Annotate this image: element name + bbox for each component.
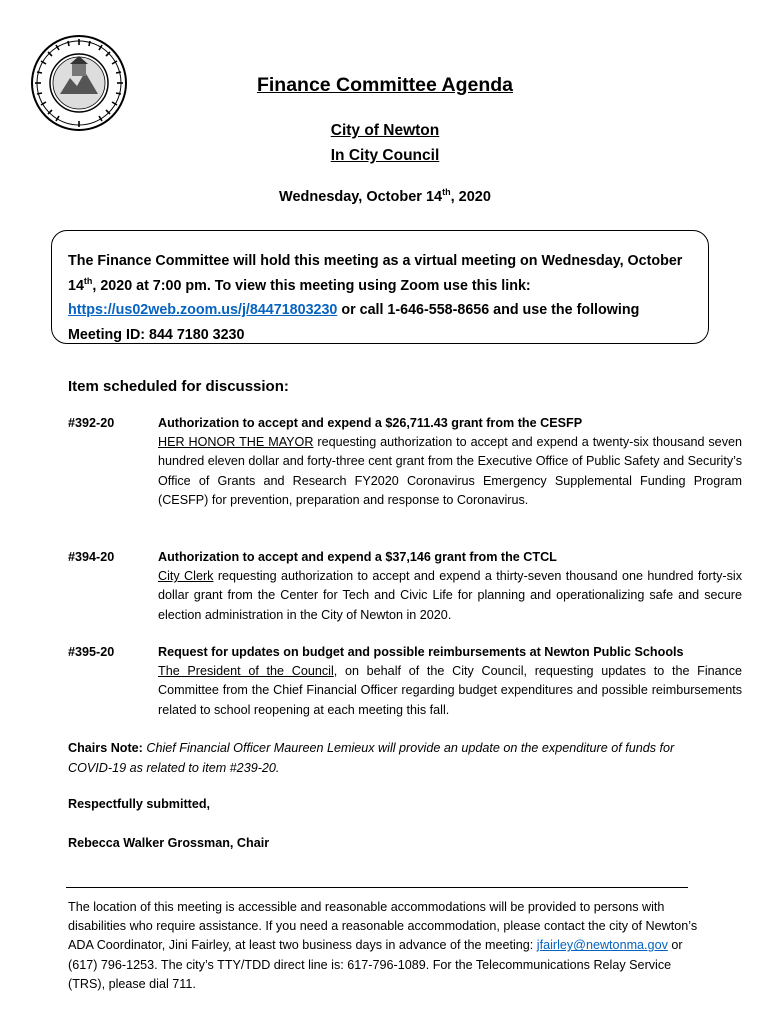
- chairs-note-text: Chief Financial Officer Maureen Lemieux will provide an update on the expenditure of funds for COVID-19 as related to item #239-20.: [68, 741, 675, 775]
- notice-text-3: or call 1-646-558-8656 and use the following Meeting ID: 844 7180 3230: [68, 302, 640, 343]
- zoom-link[interactable]: https://us02web.zoom.us/j/84471803230: [68, 302, 338, 318]
- chairs-note-label: Chairs Note:: [68, 741, 143, 755]
- chairs-note: [68, 739, 708, 778]
- council-name: In City Council: [330, 147, 440, 164]
- item-description: HER HONOR THE MAYOR requesting authorization to accept and expend a twenty-six thousand seven hundred eleven dollar and forty-three cent grant from the Executive Office of Public Safety and Security’s Office of Grants and Research FY2020 Coronavirus Emergency Supplemental Funding Program (CESFP) for prevention, preparation and response to Coronavirus.: [158, 435, 742, 507]
- item-number: #392-20: [68, 416, 115, 430]
- footer-text: The location of this meeting is accessible and reasonable accommodations will be provided to persons with disabilities who require assistance. If you need a reasonable accommodation, please contact the city of Newton’s ADA Coordinator, Jini Fairley, at least two business days in advance of the meeting:: [68, 900, 698, 953]
- agenda-title: Finance Committee Agenda: [256, 74, 514, 96]
- item-heading: Request for updates on budget and possible reimbursements at Newton Public Schools: [158, 645, 684, 659]
- notice-text: The Finance Committee will hold this meeting as a virtual meeting on Wednesday, October 14: [68, 253, 683, 294]
- item-number: #395-20: [68, 645, 115, 659]
- meeting-date: Wednesday, October 14th, 2020: [279, 187, 491, 205]
- footer-text-2: or (617) 796-1253. The city’s TTY/TDD direct line is: 617-796-1089. For the Telecommunications Relay Service (TRS), please dial 711.: [68, 938, 683, 991]
- item-number: #394-20: [68, 550, 115, 564]
- signature: Rebecca Walker Grossman, Chair: [68, 836, 270, 850]
- notice-sup: th: [83, 275, 93, 286]
- item-description: The President of the Council, on behalf of the City Council, requesting updates to the Finance Committee from the Chief Financial Officer regarding budget expenditures and possible reimbursements related to school reopening at each meeting this fall.: [158, 664, 742, 717]
- item-heading: Authorization to accept and expend a $26,711.43 grant from the CESFP: [158, 416, 583, 430]
- accessibility-footer: [68, 898, 698, 994]
- notice-text-2: , 2020 at 7:00 pm. To view this meeting using Zoom use this link:: [92, 277, 531, 294]
- virtual-meeting-notice: [51, 230, 709, 344]
- city-name: City of Newton: [330, 122, 440, 139]
- item-sponsor: HER HONOR THE MAYOR: [158, 435, 314, 450]
- item-description: City Clerk requesting authorization to accept and expend a thirty-seven thousand one hundred forty-six dollar grant from the Center for Tech and Civic Life for planning and operationalizing safe and secure election administration in the City of Newton in 2020.: [158, 569, 742, 622]
- item-sponsor: The President of the Council: [158, 664, 334, 679]
- item-sponsor: City Clerk: [158, 569, 214, 584]
- divider: [66, 887, 688, 888]
- item-heading: Authorization to accept and expend a $37,146 grant from the CTCL: [158, 550, 557, 564]
- email-link[interactable]: jfairley@newtonma.gov: [536, 938, 668, 953]
- section-heading: Item scheduled for discussion:: [68, 378, 289, 395]
- closing: Respectfully submitted,: [68, 797, 211, 811]
